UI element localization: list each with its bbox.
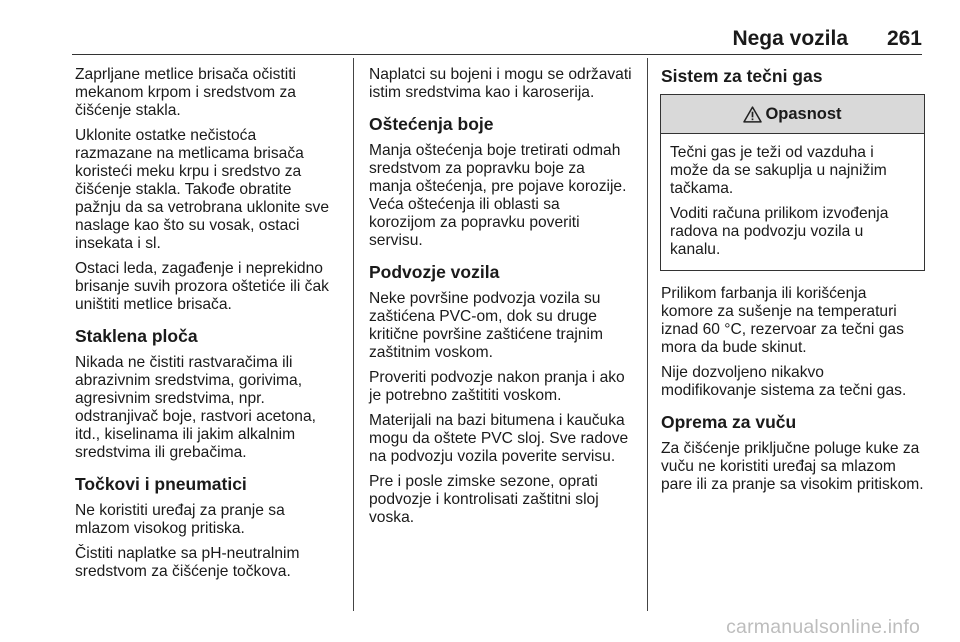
section-heading-towing: Oprema za vuču [661,412,797,432]
paragraph: Pre i posle zimske sezone, oprati podvozje i kontrolisati zaštitni sloj voska. [369,473,599,526]
column-divider-2 [647,58,648,611]
section-heading-glass: Staklena ploča [75,326,198,346]
paragraph: Neke površine podvozja vozila su zaštićena PVC-om, dok su druge kritične površine zaštićene trajnim zaštitnim voskom. [369,290,603,361]
paragraph: Čistiti naplatke sa pH-neutralnim sredstvom za čišćenje točkova. [75,545,300,580]
column-middle [369,66,637,534]
paragraph: Nije dozvoljeno nikakvo modifikovanje sistema za tečni gas. [661,364,907,399]
paragraph: Nikada ne čistiti rastvaračima ili abrazivnim sredstvima, gorivima, agresivnim sredstvima, npr. odstranjivač boje, rastvori acetona, itd., kiselinama ili jakim alkalnim sredstvima ili grebačima. [75,354,316,461]
paragraph: Uklonite ostatke nečistoća razmazane na metlicama brisača koristeći meku krpu i sredstvo za čišćenje stakla. Takođe obratite pažnju da sa vetrobrana uklonite sve naslage kao što su vosak, ostaci insekata i sl. [75,127,329,252]
section-heading-underbody: Podvozje vozila [369,262,500,282]
paragraph: Ne koristiti uređaj za pranje sa mlazom visokog pritiska. [75,502,285,537]
section-heading-lpg: Sistem za tečni gas [661,66,823,86]
warning-triangle-icon [743,106,762,123]
paragraph: Manja oštećenja boje tretirati odmah sredstvom za popravku boje za manja oštećenja, pre pojave korozije. Veća oštećenja ili oblasti sa korozijom za popravku poveriti servisu. [369,142,627,249]
warning-body [661,134,924,270]
page-number: 261 [886,27,922,50]
paragraph: Prilikom farbanja ili korišćenja komore za sušenje na temperaturi iznad 60 °C, rezervoar za tečni gas mora da bude skinut. [661,285,904,356]
paragraph: Voditi računa prilikom izvođenja radova na podvozju vozila u kanalu. [670,205,889,258]
watermark-text: carmanualsonline.info [726,616,920,638]
column-right [661,66,929,501]
paragraph: Materijali na bazi bitumena i kaučuka mogu da oštete PVC sloj. Sve radove na podvozju vozila poverite servisu. [369,412,629,465]
page-header [0,0,960,56]
paragraph: Naplatci su bojeni i mogu se održavati istim sredstvima kao i karoserija. [369,66,632,101]
header-rule [72,54,922,55]
column-left [75,66,347,588]
paragraph: Ostaci leda, zagađenje i neprekidno brisanje suvih prozora oštetiće ili čak uništiti metlice brisača. [75,260,329,313]
section-heading-wheels: Točkovi i pneumatici [75,474,247,494]
paragraph: Tečni gas je teži od vazduha i može da se sakuplja u najnižim tačkama. [670,144,887,197]
paragraph: Proveriti podvozje nakon pranja i ako je potrebno zaštititi voskom. [369,369,625,404]
warning-title: Opasnost [765,105,842,123]
chapter-title: Nega vozila [732,27,848,50]
paragraph: Zaprljane metlice brisača očistiti mekanom krpom i sredstvom za čišćenje stakla. [75,66,296,119]
column-divider-1 [353,58,354,611]
section-heading-paint: Oštećenja boje [369,114,494,134]
paragraph: Za čišćenje priključne poluge kuke za vuču ne koristiti uređaj sa mlazom pare ili za pranje sa visokim pritiskom. [661,440,924,493]
warning-box [660,94,925,271]
warning-header [661,95,924,134]
